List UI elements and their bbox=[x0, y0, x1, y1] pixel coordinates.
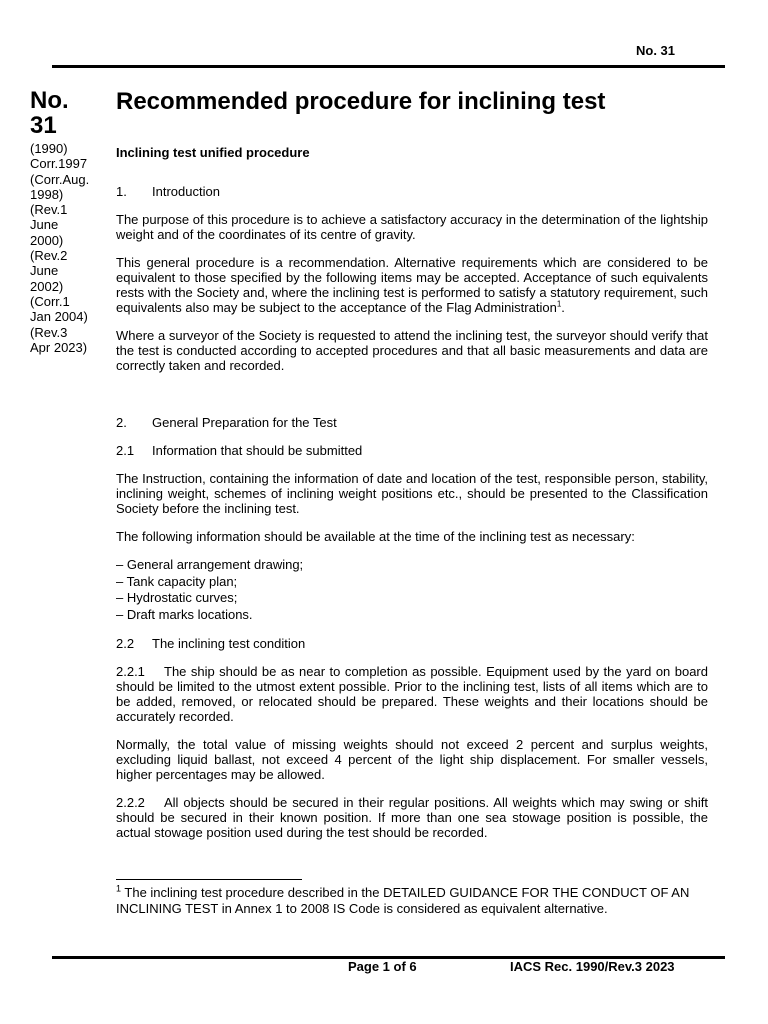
section-title: Introduction bbox=[152, 184, 220, 199]
paragraph-end: . bbox=[561, 300, 565, 315]
clause-number: 2.2.2 bbox=[116, 795, 145, 810]
footnote-separator bbox=[116, 879, 302, 880]
paragraph: The purpose of this procedure is to achieve a satisfactory accuracy in the determination of the lightship weight and of the coordinates of its centre of gravity. bbox=[116, 212, 708, 242]
revision-line: 2002) bbox=[30, 278, 64, 294]
document-title: Recommended procedure for inclining test bbox=[116, 88, 606, 115]
clause-text: All objects should be secured in their regular positions. All weights which may swing or shift should be secured in their known position. If more than one sea stowage position is possible, the actual stowage position used during the test should be recorded. bbox=[116, 795, 708, 840]
subsection-number: 2.2 bbox=[116, 636, 135, 651]
footnote-mark: 1 bbox=[116, 883, 122, 894]
revision-history bbox=[30, 141, 106, 355]
subsection-title: The inclining test condition bbox=[152, 636, 306, 651]
paragraph: The Instruction, containing the information of date and location of the test, responsible person, stability, inclining weight, schemes of inclining weight positions etc., should be presented to the Classification Society before the inclining test. bbox=[116, 471, 708, 516]
revision-line: Corr.1997 bbox=[30, 156, 88, 172]
document-reference: IACS Rec. 1990/Rev.3 2023 bbox=[510, 959, 675, 974]
revision-line: 2000) bbox=[30, 232, 64, 248]
revision-line: (Rev.3 bbox=[30, 324, 68, 340]
document-subtitle: Inclining test unified procedure bbox=[116, 145, 310, 160]
paragraph: Where a surveyor of the Society is requested to attend the inclining test, the surveyor should verify that the test is conducted according to accepted procedures and that all basic measurements and data are correctly taken and recorded. bbox=[116, 328, 708, 373]
revision-line: (Corr.1 bbox=[30, 293, 70, 309]
clause-text: The ship should be as near to completion as possible. Equipment used by the yard on board should be limited to the utmost extent possible. Prior to the inclining test, lists of all items which are to be added, removed, or relocated should be prepared. These weights and their locations should be accurately recorded. bbox=[116, 664, 708, 724]
list-item: – General arrangement drawing; bbox=[116, 557, 304, 572]
document-body bbox=[116, 145, 708, 840]
footnote bbox=[116, 885, 716, 917]
list-item: – Draft marks locations. bbox=[116, 606, 253, 622]
header-rule bbox=[52, 65, 725, 68]
subsection-heading-information bbox=[116, 443, 708, 458]
paragraph bbox=[116, 255, 708, 315]
paragraph-2-2-2 bbox=[116, 795, 708, 840]
subsection-number: 2.1 bbox=[116, 443, 135, 458]
list-item: – Tank capacity plan; bbox=[116, 573, 238, 589]
paragraph-2-2-1 bbox=[116, 664, 708, 724]
header-doc-number: No. 31 bbox=[635, 43, 675, 58]
footnote-text: The inclining test procedure described in the DETAILED GUIDANCE FOR THE CONDUCT OF AN INCLINING TEST in Annex 1 to 2008 IS Code is considered as equivalent alternative. bbox=[116, 885, 690, 916]
section-number: 1. bbox=[116, 184, 127, 199]
section-heading-general-preparation bbox=[116, 415, 708, 430]
revision-line: (Corr.Aug. bbox=[30, 171, 90, 187]
revision-line: June bbox=[30, 217, 59, 233]
list-item: – Hydrostatic curves; bbox=[116, 590, 238, 605]
subsection-heading-test-condition bbox=[116, 636, 708, 651]
revision-line: Jan 2004) bbox=[30, 309, 88, 325]
revision-line: (1990) bbox=[30, 141, 68, 156]
section-title: General Preparation for the Test bbox=[152, 415, 337, 430]
page-number: Page 1 of 6 bbox=[348, 959, 417, 974]
revision-line: (Rev.2 bbox=[30, 248, 68, 264]
revision-line: (Rev.1 bbox=[30, 202, 68, 218]
section-heading-introduction bbox=[116, 184, 708, 199]
revision-line: June bbox=[30, 263, 59, 279]
sidebar bbox=[30, 88, 106, 355]
section-number: 2. bbox=[116, 415, 127, 430]
required-information-list bbox=[116, 557, 708, 623]
paragraph: The following information should be available at the time of the inclining test as necessary: bbox=[116, 529, 635, 544]
clause-number: 2.2.1 bbox=[116, 664, 145, 679]
footnote-reference[interactable]: 1 bbox=[556, 299, 562, 309]
paragraph: Normally, the total value of missing weights should not exceed 2 percent and surplus weights, excluding liquid ballast, not exceed 4 percent of the light ship displacement. For smaller vessels, higher percentages may be allowed. bbox=[116, 737, 708, 782]
revision-line: 1998) bbox=[30, 186, 64, 202]
sidebar-doc-number: No. 31 bbox=[30, 87, 69, 139]
subsection-title: Information that should be submitted bbox=[152, 443, 363, 458]
revision-line: Apr 2023) bbox=[30, 339, 88, 355]
paragraph-text: This general procedure is a recommendation. Alternative requirements which are considered to be equivalent to those specified by the following items may be accepted. Acceptance of such equivalents rests with the Society and, where the inclining test is performed to satisfy a statutory requirement, such equivalents also may be subject to the acceptance of the Flag Administration bbox=[116, 255, 708, 315]
